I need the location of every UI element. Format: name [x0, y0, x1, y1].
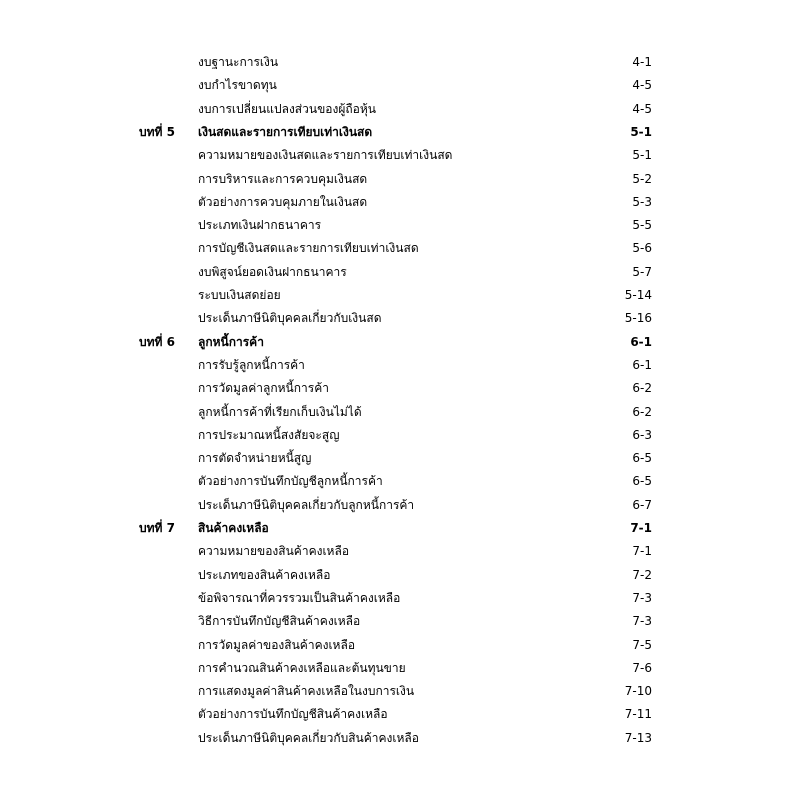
toc-entry-row	[0, 237, 800, 259]
toc-entry-row	[0, 540, 800, 562]
toc-entry-title: การตัดจำหน่ายหนี้สูญ	[198, 451, 312, 466]
toc-entry-title: การบริหารและการควบคุมเงินสด	[198, 171, 368, 186]
toc-entry-row	[0, 470, 800, 492]
toc-page-number: 7-10	[624, 684, 652, 699]
toc-entry-row	[0, 610, 800, 632]
toc-entry-title: ประเด็นภาษีนิติบุคคลเกี่ยวกับเงินสด	[198, 311, 382, 326]
toc-entry-title: งบการเปลี่ยนแปลงส่วนของผู้ถือหุ้น	[198, 101, 376, 116]
toc-entry-row	[0, 587, 800, 609]
toc-page-number: 5-1	[630, 124, 652, 139]
toc-chapter-title: ลูกหนี้การค้า	[198, 334, 264, 349]
toc-entry-row	[0, 168, 800, 190]
toc-page-number: 7-1	[632, 544, 652, 559]
toc-entry-title: ลูกหนี้การค้าที่เรียกเก็บเงินไม่ได้	[198, 404, 362, 419]
toc-entry-title: การวัดมูลค่าลูกหนี้การค้า	[198, 381, 329, 396]
toc-page-number: 5-3	[632, 194, 652, 209]
toc-entry-title: งบฐานะการเงิน	[198, 55, 279, 69]
toc-chapter-number: บทที่ 5	[139, 124, 175, 139]
toc-entry-row	[0, 98, 800, 120]
toc-entry-row	[0, 680, 800, 702]
toc-entry-row	[0, 657, 800, 679]
toc-chapter-row	[0, 121, 800, 143]
toc-entry-title: การรับรู้ลูกหนี้การค้า	[198, 357, 305, 372]
toc-page-number: 7-6	[632, 660, 652, 675]
toc-entry-row	[0, 447, 800, 469]
toc-page-number: 5-7	[632, 264, 652, 279]
toc-chapter-row	[0, 517, 800, 539]
toc-page-number: 6-5	[632, 474, 652, 489]
toc-page-number: 7-13	[624, 730, 652, 745]
toc-page-number: 6-7	[632, 497, 652, 512]
toc-page-number: 5-5	[632, 218, 652, 233]
toc-page-number: 4-1	[632, 55, 652, 69]
toc-page-number: 4-5	[632, 78, 652, 93]
toc-entry-title: ประเภทของสินค้าคงเหลือ	[198, 567, 331, 582]
toc-page-number: 6-1	[630, 334, 652, 349]
toc-page-number: 7-11	[624, 707, 652, 722]
toc-entry-row	[0, 261, 800, 283]
toc-chapter-title: สินค้าคงเหลือ	[198, 521, 269, 535]
toc-entry-title: ตัวอย่างการควบคุมภายในเงินสด	[198, 194, 368, 209]
toc-page-number: 5-1	[632, 148, 652, 163]
toc-entry-title: ความหมายของสินค้าคงเหลือ	[198, 544, 350, 559]
toc-entry-title: ระบบเงินสดย่อย	[198, 288, 281, 302]
toc-page-number: 5-6	[632, 241, 652, 256]
toc-entry-row	[0, 191, 800, 213]
toc-entry-title: ประเด็นภาษีนิติบุคคลเกี่ยวกับลูกหนี้การค้า	[198, 497, 415, 512]
toc-entry-row	[0, 727, 800, 749]
toc-page-number: 7-1	[630, 521, 652, 535]
toc-entry-title: ข้อพิจารณาที่ควรรวมเป็นสินค้าคงเหลือ	[198, 590, 401, 605]
toc-chapter-number: บทที่ 6	[139, 334, 175, 349]
toc-chapter-number: บทที่ 7	[139, 521, 175, 535]
toc-page-number: 6-2	[632, 404, 652, 419]
toc-entry-title: งบกำไรขาดทุน	[198, 78, 277, 93]
toc-page-number: 5-14	[624, 288, 652, 302]
toc-entry-title: วิธีการบันทึกบัญชีสินค้าคงเหลือ	[198, 614, 361, 629]
toc-page-number: 5-2	[632, 171, 652, 186]
toc-entry-title: ประเด็นภาษีนิติบุคคลเกี่ยวกับสินค้าคงเหลือ	[198, 730, 419, 745]
toc-page-number: 6-1	[632, 357, 652, 372]
toc-entry-title: การประมาณหนี้สงสัยจะสูญ	[198, 427, 340, 442]
toc-entry-row	[0, 144, 800, 166]
toc-page-number: 7-3	[632, 614, 652, 629]
toc-chapter-row	[0, 331, 800, 353]
toc-entry-row	[0, 214, 800, 236]
toc-entry-title: ความหมายของเงินสดและรายการเทียบเท่าเงินสด	[198, 148, 453, 163]
toc-entry-row	[0, 284, 800, 306]
toc-chapter-title: เงินสดและรายการเทียบเท่าเงินสด	[198, 124, 373, 139]
toc-entry-title: การคำนวณสินค้าคงเหลือและต้นทุนขาย	[198, 660, 406, 675]
toc-page-number: 6-5	[632, 451, 652, 466]
toc-page-number: 7-3	[632, 590, 652, 605]
toc-page-number: 7-5	[632, 637, 652, 652]
toc-page-number: 5-16	[624, 311, 652, 326]
toc-page-number: 6-2	[632, 381, 652, 396]
toc-entry-title: การวัดมูลค่าของสินค้าคงเหลือ	[198, 637, 356, 652]
toc-entry-row	[0, 703, 800, 725]
toc-entry-row	[0, 74, 800, 96]
toc-entry-row	[0, 424, 800, 446]
toc-entry-row	[0, 377, 800, 399]
toc-entry-title: ตัวอย่างการบันทึกบัญชีลูกหนี้การค้า	[198, 474, 383, 489]
toc-entry-title: ตัวอย่างการบันทึกบัญชีสินค้าคงเหลือ	[198, 707, 388, 722]
toc-entry-title: งบพิสูจน์ยอดเงินฝากธนาคาร	[198, 264, 347, 279]
toc-page-number: 6-3	[632, 427, 652, 442]
toc-page-number: 7-2	[632, 567, 652, 582]
toc-entry-row	[0, 354, 800, 376]
toc-entry-row	[0, 634, 800, 656]
toc-entry-row	[0, 564, 800, 586]
toc-entry-row	[0, 401, 800, 423]
toc-entry-row	[0, 51, 800, 73]
toc-entry-title: ประเภทเงินฝากธนาคาร	[198, 218, 322, 233]
toc-page-number: 4-5	[632, 101, 652, 116]
toc-entry-row	[0, 494, 800, 516]
toc-entry-title: การบัญชีเงินสดและรายการเทียบเท่าเงินสด	[198, 241, 419, 256]
toc-entry-title: การแสดงมูลค่าสินค้าคงเหลือในงบการเงิน	[198, 684, 415, 699]
toc-entry-row	[0, 307, 800, 329]
